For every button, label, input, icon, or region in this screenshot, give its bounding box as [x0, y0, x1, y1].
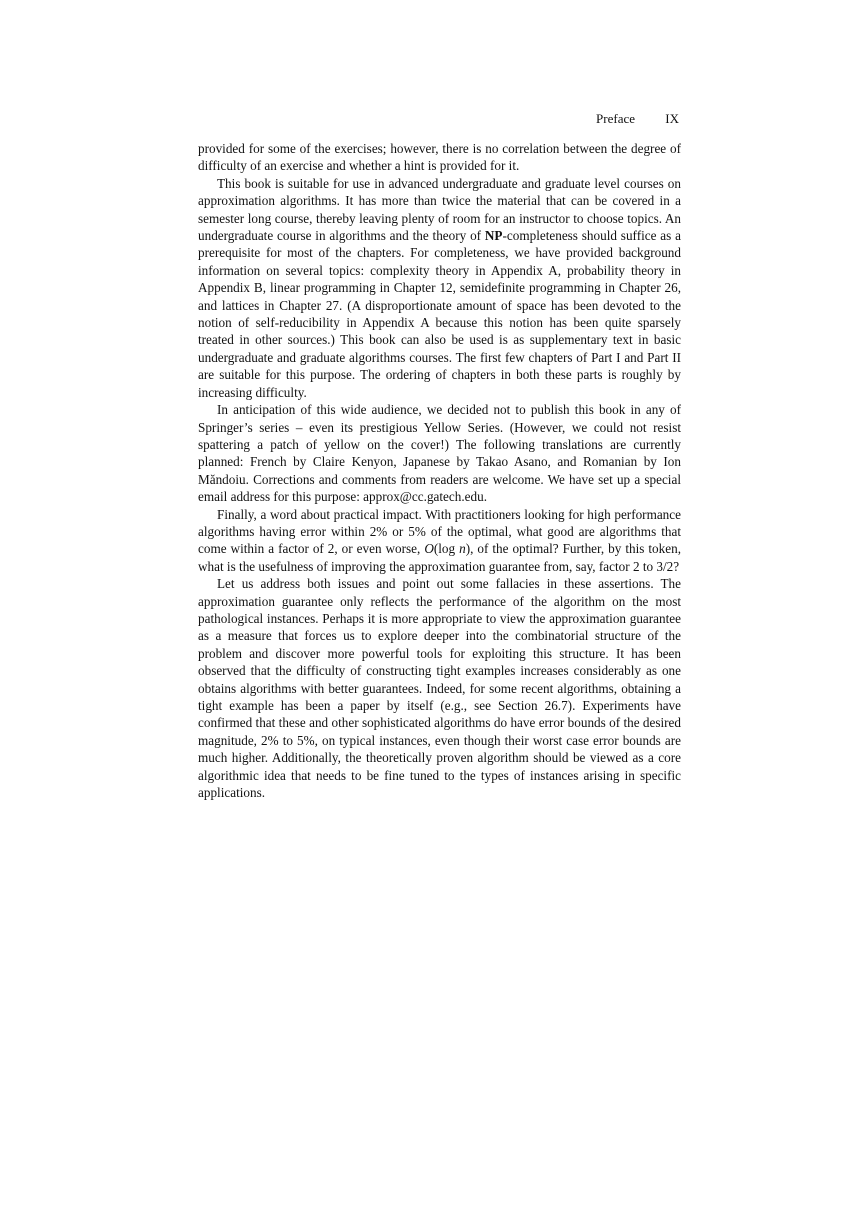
paragraph-text: Let us address both issues and point out some fallacies in these assertions. The approximation guarantee only reflects the performance of the algorithm on the most pathological instances. Perhaps it is more appropriate to view the approximation guarantee as a measure that forces us to explore deeper into the combinatorial structure of the problem and discover more powerful tools for exploiting this structure. It has been observed that the difficulty of constructing tight examples increases considerably as one obtains algorithms with better guarantees. Indeed, for some recent algorithms, obtaining a tight example has been a paper by itself (e.g., see Section 26.7). Experiments have confirmed that these and other sophisticated algorithms do have error bounds of the desired magnitude, 2% to 5%, on typical instances, even though their worst case error bounds are much higher. Additionally, the theoretically proven algorithm should be viewed as a core algorithmic idea that needs to be fine tuned to the types of instances arising in specific applications. [198, 576, 681, 801]
math-O: O [424, 541, 434, 557]
paragraph-text: Finally, a word about practical impact. With practitioners looking for high performance algorithms having error within 2% or 5% of the optimal, what good are algorithms that come within a factor of 2, or even worse, [198, 506, 681, 557]
paragraph-fallacies [198, 575, 681, 801]
paragraph-text: -completeness should suffice as a prerequisite for most of the chapters. For completeness, we have provided background information on several topics: complexity theory in Appendix A, probability theory in Appendix B, linear programming in Chapter 12, semidefinite programming in Chapter 26, and lattices in Chapter 27. (A disproportionate amount of space has been devoted to the notion of self-reducibility in Appendix A because this notion has been quite sparsely treated in other sources.) This book can also be used is as supplementary text in basic undergraduate and graduate algorithms courses. The first few chapters of Part I and Part II are suitable for this purpose. The ordering of chapters in both these parts is roughly by increasing difficulty. [198, 228, 681, 400]
paragraph-practical-impact [198, 506, 681, 576]
page-number: IX [665, 111, 679, 126]
running-head-section: Preface [596, 111, 635, 126]
paragraph-continuation [198, 140, 681, 175]
running-head [198, 110, 681, 128]
paragraph-publication [198, 401, 681, 505]
paragraph-text: , of the optimal? Further, by this token, what is the usefulness of improving the approximation guarantee from, say, factor 2 to 3/2? [198, 541, 681, 574]
body-text [198, 140, 681, 801]
paragraph-text: In anticipation of this wide audience, we decided not to publish this book in any of Springer’s series – even its prestigious Yellow Series. (However, we could not resist spattering a patch of yellow on the cover!) The following translations are currently planned: French by Claire Kenyon, Japanese by Takao Asano, and Romanian by Ion Măndoiu. Corrections and comments from readers are welcome. We have set up a special email address for this purpose: approx@cc.gatech.edu. [198, 402, 681, 505]
math-close: ) [465, 541, 471, 557]
math-n: n [459, 541, 466, 557]
math-paren: (log [433, 541, 460, 557]
paragraph-text: This book is suitable for use in advanced undergraduate and graduate level courses on approximation algorithms. It has more than twice the material that can be covered in a semester long course, thereby leaving plenty of room for an instructor to choose topics. An undergraduate course in algorithms and the theory of [198, 175, 681, 244]
paragraph-audience [198, 175, 681, 401]
np-bold: NP [484, 228, 503, 244]
paragraph-text: provided for some of the exercises; however, there is no correlation between the degree of difficulty of an exercise and whether a hint is provided for it. [198, 141, 681, 174]
